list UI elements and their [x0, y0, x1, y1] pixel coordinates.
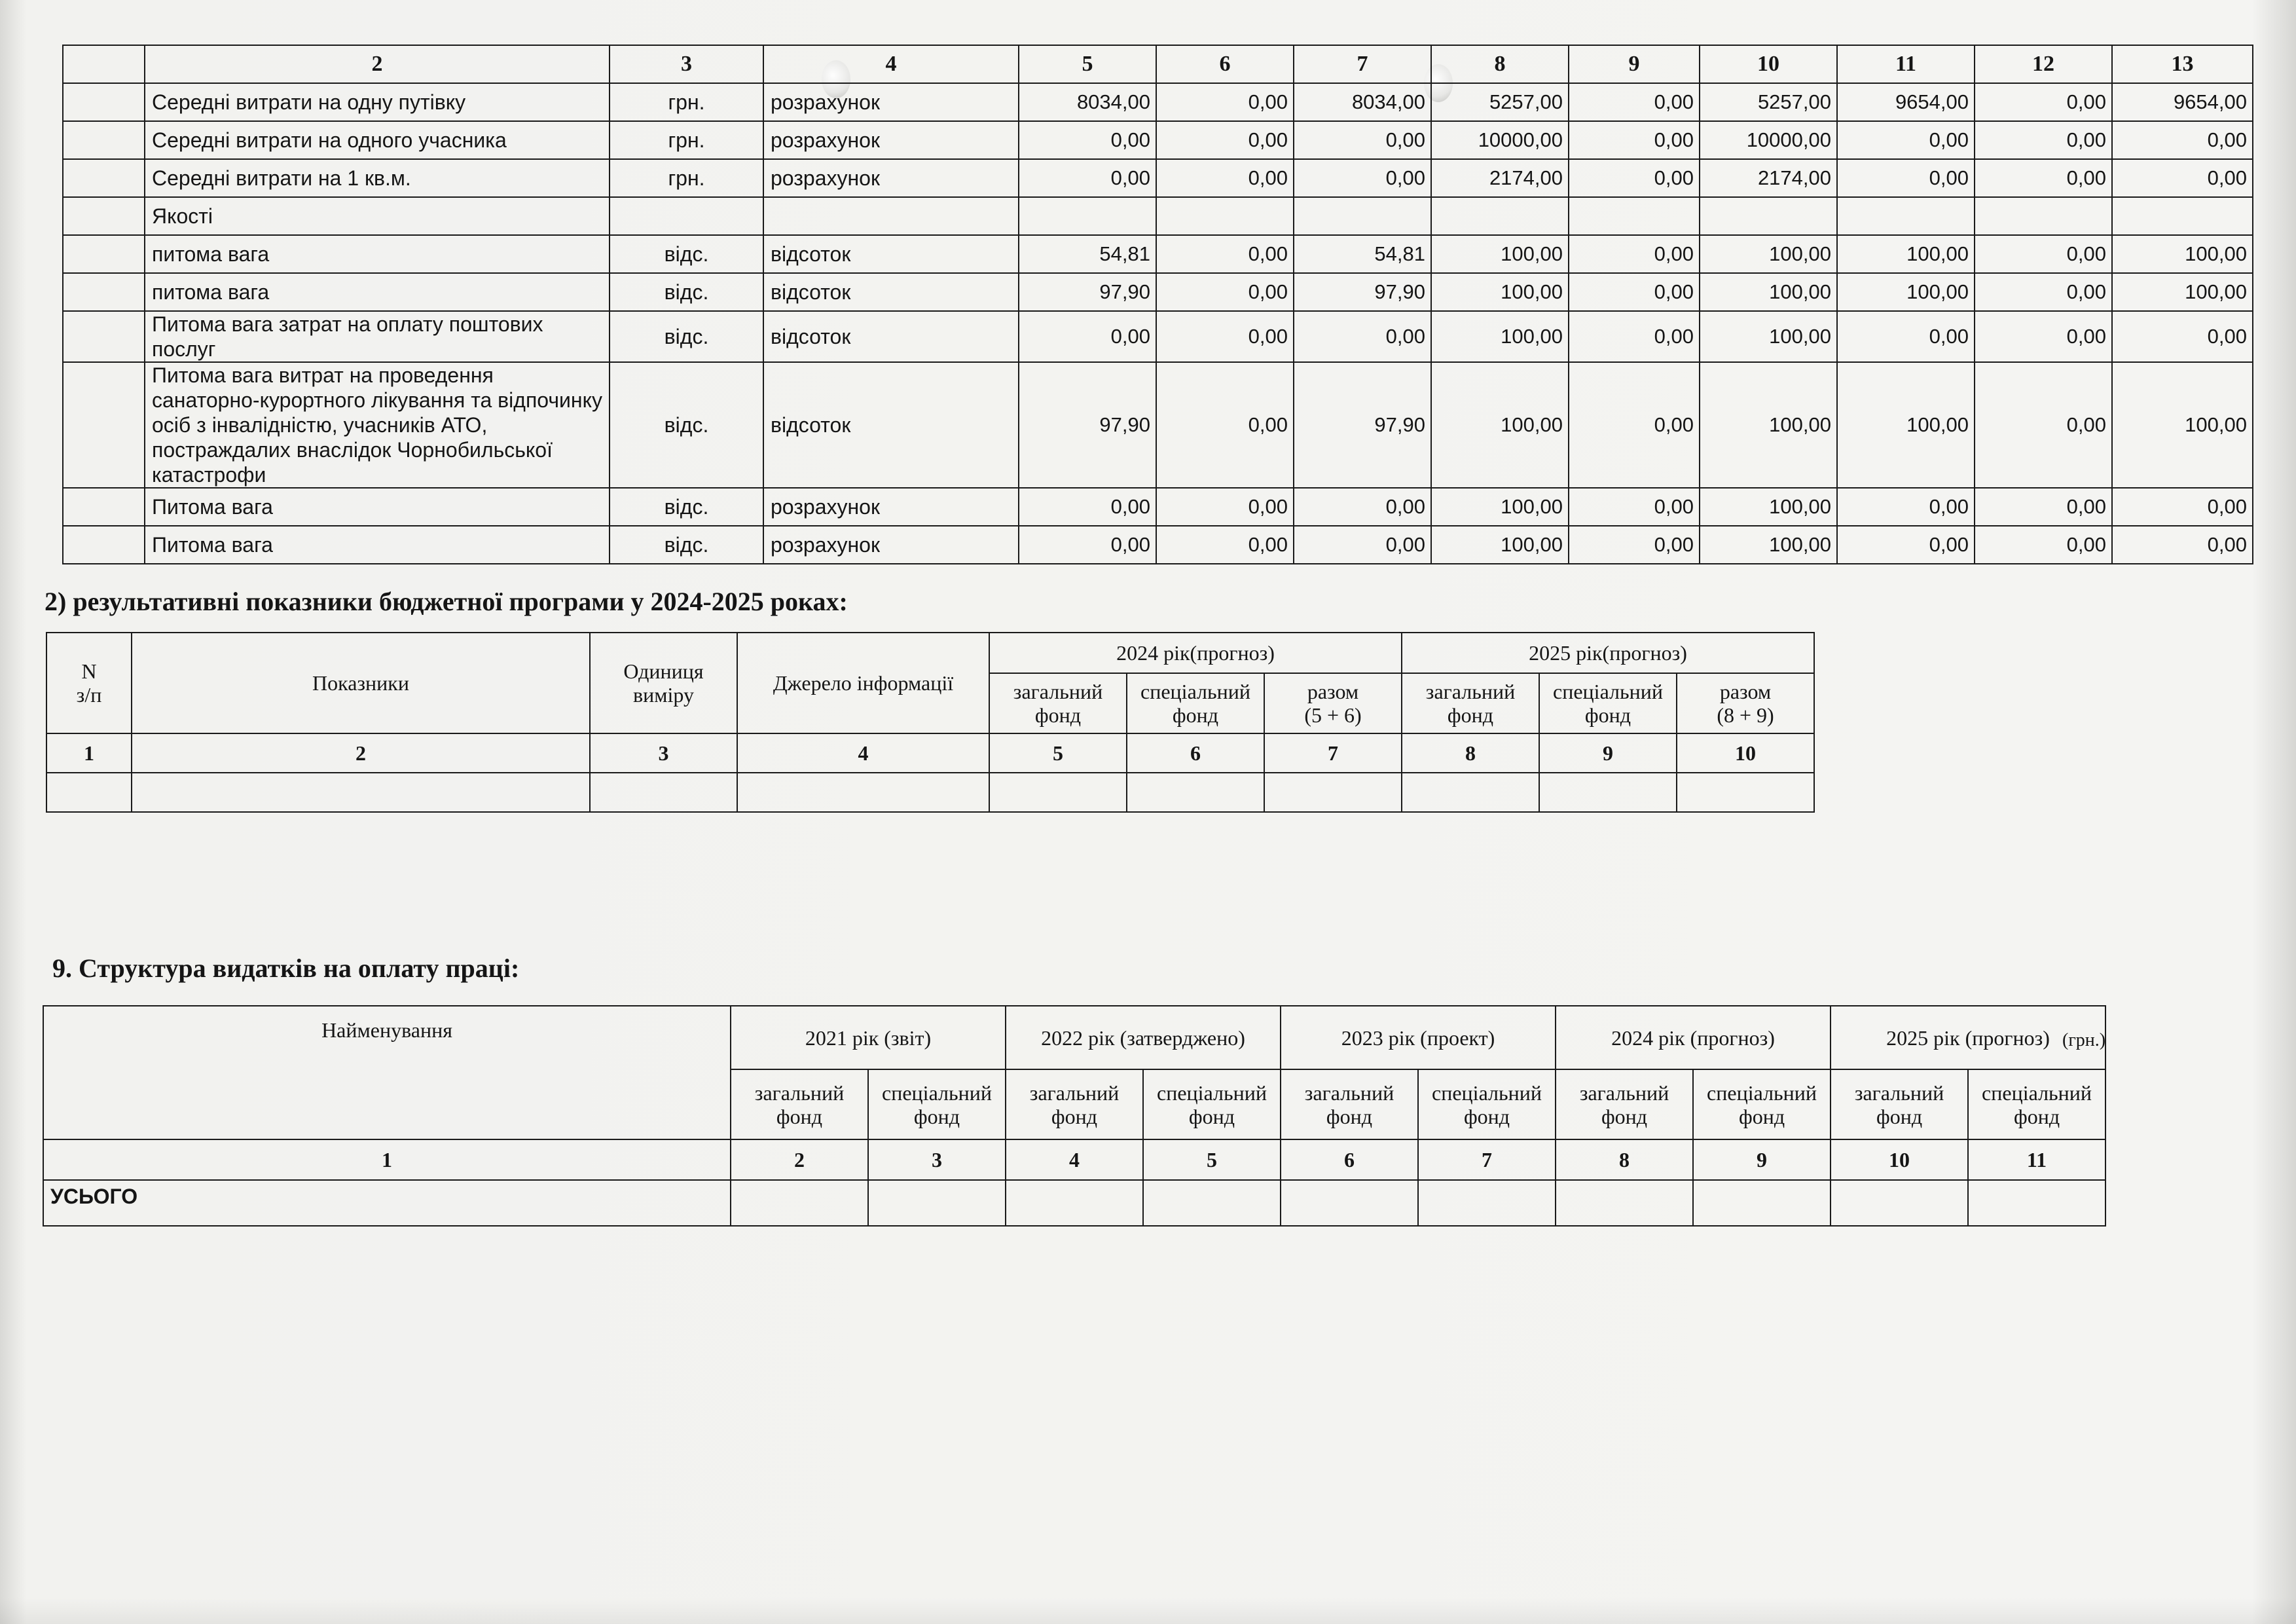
col-index: 12 [1975, 45, 2112, 83]
table-row [63, 488, 2253, 526]
value-cell: 0,00 [1569, 83, 1700, 121]
value-cell: 0,00 [1975, 235, 2112, 273]
value-cell: 0,00 [1569, 235, 1700, 273]
unit-cell: відс. [610, 526, 763, 564]
value-cell: 100,00 [1700, 273, 1837, 311]
value-cell: 0,00 [2112, 488, 2253, 526]
col-unit-header: Одиниця виміру [590, 633, 737, 733]
unit-cell: відс. [610, 362, 763, 488]
value-cell [1700, 197, 1837, 235]
indicator-name: Середні витрати на одного учасника [145, 121, 610, 159]
special-fund-header: спеціальний фонд [1127, 673, 1264, 733]
unit-cell: грн. [610, 159, 763, 197]
indicator-name: питома вага [145, 235, 610, 273]
year-header: 2021 рік (звіт) [731, 1006, 1006, 1069]
table-row [63, 526, 2253, 564]
value-cell: 0,00 [1569, 273, 1700, 311]
section-2-title: 2) результативні показники бюджетної програми у 2024-2025 роках: [45, 587, 848, 616]
value-cell: 0,00 [1975, 121, 2112, 159]
value-cell: 0,00 [1975, 311, 2112, 362]
indicator-name: Питома вага витрат на проведення санаторно-курортного лікування та відпочинку осіб з інвалідністю, учасників АТО, постраждалих внаслідок Чорнобильської катастрофи [145, 362, 610, 488]
col-index: 2 [145, 45, 610, 83]
value-cell: 10000,00 [1431, 121, 1569, 159]
value-cell: 100,00 [1431, 311, 1569, 362]
value-cell [1975, 197, 2112, 235]
row-index-cell [63, 526, 145, 564]
row-index-cell [63, 311, 145, 362]
row-index-cell [63, 488, 145, 526]
value-cell: 2174,00 [1700, 159, 1837, 197]
value-cell: 0,00 [1975, 488, 2112, 526]
col-name-header: Найменування [43, 1006, 731, 1139]
source-cell: розрахунок [763, 121, 1019, 159]
value-cell: 100,00 [1700, 235, 1837, 273]
value-cell: 0,00 [2112, 526, 2253, 564]
source-cell: розрахунок [763, 488, 1019, 526]
col-index: 9 [1569, 45, 1700, 83]
value-cell: 97,90 [1294, 362, 1431, 488]
value-cell: 0,00 [1019, 488, 1156, 526]
value-cell: 0,00 [1975, 159, 2112, 197]
value-cell: 0,00 [1156, 488, 1294, 526]
col-index: 8 [1431, 45, 1569, 83]
currency-unit-note: (грн.) [2062, 1030, 2106, 1050]
indicator-name: Питома вага [145, 526, 610, 564]
results-table [46, 632, 1815, 813]
value-cell: 0,00 [1569, 526, 1700, 564]
indicator-name: Середні витрати на 1 кв.м. [145, 159, 610, 197]
indicator-name: Питома вага затрат на оплату поштових послуг [145, 311, 610, 362]
total-label: УСЬОГО [43, 1180, 731, 1226]
value-cell: 0,00 [1156, 159, 1294, 197]
value-cell [1837, 197, 1975, 235]
value-cell: 100,00 [2112, 273, 2253, 311]
value-cell: 97,90 [1019, 362, 1156, 488]
value-cell: 0,00 [1569, 311, 1700, 362]
year-header: 2025 рік (прогноз) [1831, 1006, 2105, 1069]
indicator-name: Якості [145, 197, 610, 235]
row-index-cell [63, 83, 145, 121]
year-header: 2022 рік (затверджено) [1006, 1006, 1281, 1069]
value-cell: 100,00 [1700, 311, 1837, 362]
general-fund-header: загальний фонд [1281, 1069, 1418, 1139]
value-cell: 0,00 [1837, 311, 1975, 362]
unit-cell: відс. [610, 273, 763, 311]
special-fund-header: спеціальний фонд [1693, 1069, 1831, 1139]
value-cell: 0,00 [1156, 83, 1294, 121]
value-cell [1569, 197, 1700, 235]
value-cell: 54,81 [1019, 235, 1156, 273]
col-index: 13 [2112, 45, 2253, 83]
value-cell: 0,00 [2112, 121, 2253, 159]
value-cell: 8034,00 [1294, 83, 1431, 121]
col-index: 5 [1019, 45, 1156, 83]
indicator-name: Середні витрати на одну путівку [145, 83, 610, 121]
general-fund-header: загальний фонд [1556, 1069, 1693, 1139]
value-cell: 100,00 [1431, 488, 1569, 526]
year-2024-header: 2024 рік(прогноз) [989, 633, 1402, 673]
value-cell: 100,00 [1431, 273, 1569, 311]
general-fund-header: загальний фонд [1006, 1069, 1143, 1139]
unit-cell: відс. [610, 488, 763, 526]
value-cell: 100,00 [1837, 273, 1975, 311]
col-n-header: N з/п [46, 633, 132, 733]
value-cell: 100,00 [1700, 526, 1837, 564]
value-cell: 0,00 [1019, 121, 1156, 159]
col-index: 7 [1294, 45, 1431, 83]
table-row [63, 83, 2253, 121]
special-fund-header: спеціальний фонд [1968, 1069, 2105, 1139]
value-cell: 0,00 [1294, 311, 1431, 362]
source-cell [763, 197, 1019, 235]
table-row [63, 121, 2253, 159]
value-cell: 0,00 [1569, 362, 1700, 488]
column-index-row [63, 45, 2253, 83]
col-indicators-header: Показники [132, 633, 590, 733]
value-cell: 100,00 [1837, 362, 1975, 488]
general-fund-header: загальний фонд [1831, 1069, 1968, 1139]
value-cell: 0,00 [1837, 159, 1975, 197]
source-cell: відсоток [763, 311, 1019, 362]
special-fund-header: спеціальний фонд [1143, 1069, 1281, 1139]
value-cell: 0,00 [1156, 273, 1294, 311]
value-cell: 0,00 [2112, 311, 2253, 362]
col-index: 6 [1156, 45, 1294, 83]
value-cell: 100,00 [2112, 235, 2253, 273]
value-cell: 100,00 [1431, 526, 1569, 564]
table-row [63, 273, 2253, 311]
general-fund-header: загальний фонд [731, 1069, 868, 1139]
year-header: 2023 рік (проект) [1281, 1006, 1556, 1069]
row-index-cell [63, 235, 145, 273]
table-row [63, 235, 2253, 273]
special-fund-header: спеціальний фонд [1418, 1069, 1556, 1139]
value-cell: 0,00 [1156, 235, 1294, 273]
value-cell [1431, 197, 1569, 235]
value-cell: 0,00 [1975, 273, 2112, 311]
row-index-cell [63, 362, 145, 488]
col-index: 3 [610, 45, 763, 83]
row-index-cell [63, 159, 145, 197]
year-2025-header: 2025 рік(прогноз) [1402, 633, 1814, 673]
value-cell: 100,00 [1837, 235, 1975, 273]
column-index-row: 1 2 3 4 5 6 7 8 9 10 [46, 733, 1814, 773]
value-cell: 100,00 [1431, 235, 1569, 273]
table-row [63, 362, 2253, 488]
value-cell: 0,00 [1019, 526, 1156, 564]
value-cell: 0,00 [1156, 526, 1294, 564]
sum-header: разом (8 + 9) [1677, 673, 1814, 733]
column-index-row: 1 2 3 4 5 6 7 8 9 10 11 [43, 1139, 2105, 1180]
value-cell: 100,00 [2112, 362, 2253, 488]
value-cell: 100,00 [1700, 488, 1837, 526]
unit-cell: грн. [610, 83, 763, 121]
indicators-table [62, 45, 2253, 564]
scan-edge [0, 1598, 2296, 1624]
value-cell: 5257,00 [1700, 83, 1837, 121]
year-header: 2024 рік (прогноз) [1556, 1006, 1831, 1069]
value-cell [1294, 197, 1431, 235]
col-index: 4 [763, 45, 1019, 83]
value-cell: 0,00 [1837, 121, 1975, 159]
value-cell: 0,00 [1156, 311, 1294, 362]
source-cell: розрахунок [763, 159, 1019, 197]
payroll-table [43, 1005, 2106, 1227]
table-row [63, 311, 2253, 362]
col-source-header: Джерело інформації [737, 633, 989, 733]
value-cell: 0,00 [1019, 159, 1156, 197]
section-9-title: 9. Структура видатків на оплату праці: [52, 953, 520, 983]
row-index-cell [63, 121, 145, 159]
value-cell: 0,00 [1569, 488, 1700, 526]
value-cell: 100,00 [1431, 362, 1569, 488]
value-cell: 54,81 [1294, 235, 1431, 273]
unit-cell: грн. [610, 121, 763, 159]
indicator-name: Питома вага [145, 488, 610, 526]
value-cell: 0,00 [1156, 362, 1294, 488]
value-cell: 0,00 [1975, 362, 2112, 488]
total-row [43, 1180, 2105, 1226]
col-index: 11 [1837, 45, 1975, 83]
value-cell [1019, 197, 1156, 235]
sum-header: разом (5 + 6) [1264, 673, 1402, 733]
special-fund-header: спеціальний фонд [868, 1069, 1006, 1139]
indicator-name: питома вага [145, 273, 610, 311]
table-row [63, 197, 2253, 235]
general-fund-header: загальний фонд [1402, 673, 1539, 733]
value-cell: 0,00 [1837, 488, 1975, 526]
table-row [63, 159, 2253, 197]
value-cell: 0,00 [2112, 159, 2253, 197]
value-cell: 0,00 [1975, 83, 2112, 121]
unit-cell: відс. [610, 235, 763, 273]
general-fund-header: загальний фонд [989, 673, 1127, 733]
value-cell: 0,00 [1975, 526, 2112, 564]
value-cell: 8034,00 [1019, 83, 1156, 121]
value-cell: 0,00 [1569, 121, 1700, 159]
value-cell: 100,00 [1700, 362, 1837, 488]
special-fund-header: спеціальний фонд [1539, 673, 1677, 733]
value-cell [2112, 197, 2253, 235]
value-cell: 10000,00 [1700, 121, 1837, 159]
value-cell: 0,00 [1294, 159, 1431, 197]
value-cell: 0,00 [1294, 488, 1431, 526]
row-index-cell [63, 273, 145, 311]
value-cell: 97,90 [1294, 273, 1431, 311]
col-index: 10 [1700, 45, 1837, 83]
unit-cell [610, 197, 763, 235]
row-index-cell [63, 197, 145, 235]
value-cell: 0,00 [1569, 159, 1700, 197]
value-cell: 5257,00 [1431, 83, 1569, 121]
value-cell: 0,00 [1294, 121, 1431, 159]
source-cell: відсоток [763, 273, 1019, 311]
value-cell: 0,00 [1019, 311, 1156, 362]
value-cell: 0,00 [1837, 526, 1975, 564]
value-cell: 9654,00 [2112, 83, 2253, 121]
value-cell: 97,90 [1019, 273, 1156, 311]
value-cell [1156, 197, 1294, 235]
value-cell: 0,00 [1294, 526, 1431, 564]
value-cell: 0,00 [1156, 121, 1294, 159]
source-cell: відсоток [763, 235, 1019, 273]
unit-cell: відс. [610, 311, 763, 362]
empty-row [46, 773, 1814, 812]
source-cell: розрахунок [763, 83, 1019, 121]
source-cell: розрахунок [763, 526, 1019, 564]
value-cell: 9654,00 [1837, 83, 1975, 121]
value-cell: 2174,00 [1431, 159, 1569, 197]
source-cell: відсоток [763, 362, 1019, 488]
